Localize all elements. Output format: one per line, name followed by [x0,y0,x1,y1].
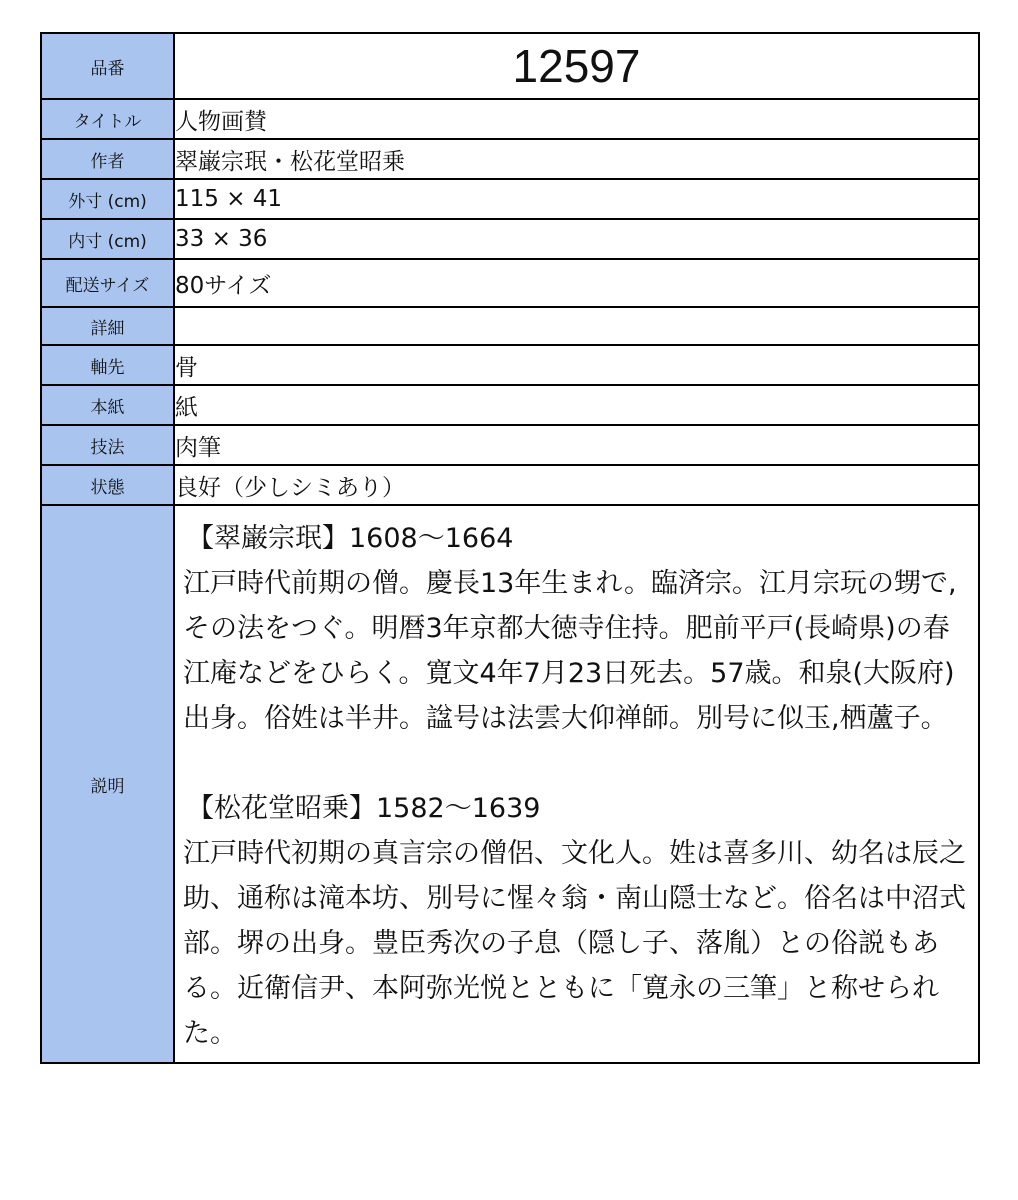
description-section [183,516,972,741]
section-spacer [183,741,972,786]
row-item-number [41,33,979,99]
technique-value: 肉筆 [174,425,979,465]
label-condition: 状態 [41,465,174,505]
label-outer-size: 外寸 (cm) [41,179,174,219]
label-roller-ends: 軸先 [41,345,174,385]
label-technique: 技法 [41,425,174,465]
label-paper: 本紙 [41,385,174,425]
row-author [41,139,979,179]
section-text: 江戸時代初期の真言宗の僧侶、文化人。姓は喜多川、幼名は辰之助、通称は滝本坊、別号に惺々翁・南山隠士など。俗名は中沼式部。堺の出身。豊臣秀次の子息（隠し子、落胤）との俗説もある。近衛信尹、本阿弥光悦とともに「寛永の三筆」と称せられた。 [183,838,966,1049]
description-section [183,786,972,1056]
row-details [41,307,979,345]
section-heading: 【松花堂昭乗】1582〜1639 [187,793,541,824]
label-shipping-size: 配送サイズ [41,259,174,307]
row-technique [41,425,979,465]
details-value [174,307,979,345]
shipping-size-value: 80サイズ [174,259,979,307]
label-title: タイトル [41,99,174,139]
row-title [41,99,979,139]
inner-size-value: 33 × 36 [174,219,979,259]
label-item-number: 品番 [41,33,174,99]
condition-value: 良好（少しシミあり） [174,465,979,505]
row-shipping-size [41,259,979,307]
paper-value: 紙 [174,385,979,425]
label-author: 作者 [41,139,174,179]
item-number-value: 12597 [174,33,979,99]
description-body [174,505,979,1063]
item-spec-table [40,32,980,1064]
section-text: 江戸時代前期の僧。慶長13年生まれ。臨済宗。江月宗玩の甥で,その法をつぐ。明暦3年京都大徳寺住持。肥前平戸(長崎県)の春江庵などをひらく。寛文4年7月23日死去。57歳。和泉(大阪府)出身。俗姓は半井。諡号は法雲大仰禅師。別号に似玉,栖蘆子。 [183,568,957,734]
label-description: 説明 [41,505,174,1063]
row-condition [41,465,979,505]
author-value: 翠巌宗珉・松花堂昭乗 [174,139,979,179]
label-details: 詳細 [41,307,174,345]
row-outer-size [41,179,979,219]
row-inner-size [41,219,979,259]
label-inner-size: 内寸 (cm) [41,219,174,259]
row-description [41,505,979,1063]
title-value: 人物画賛 [174,99,979,139]
row-paper [41,385,979,425]
outer-size-value: 115 × 41 [174,179,979,219]
row-roller-ends [41,345,979,385]
section-heading: 【翠巌宗珉】1608〜1664 [187,523,514,554]
roller-ends-value: 骨 [174,345,979,385]
